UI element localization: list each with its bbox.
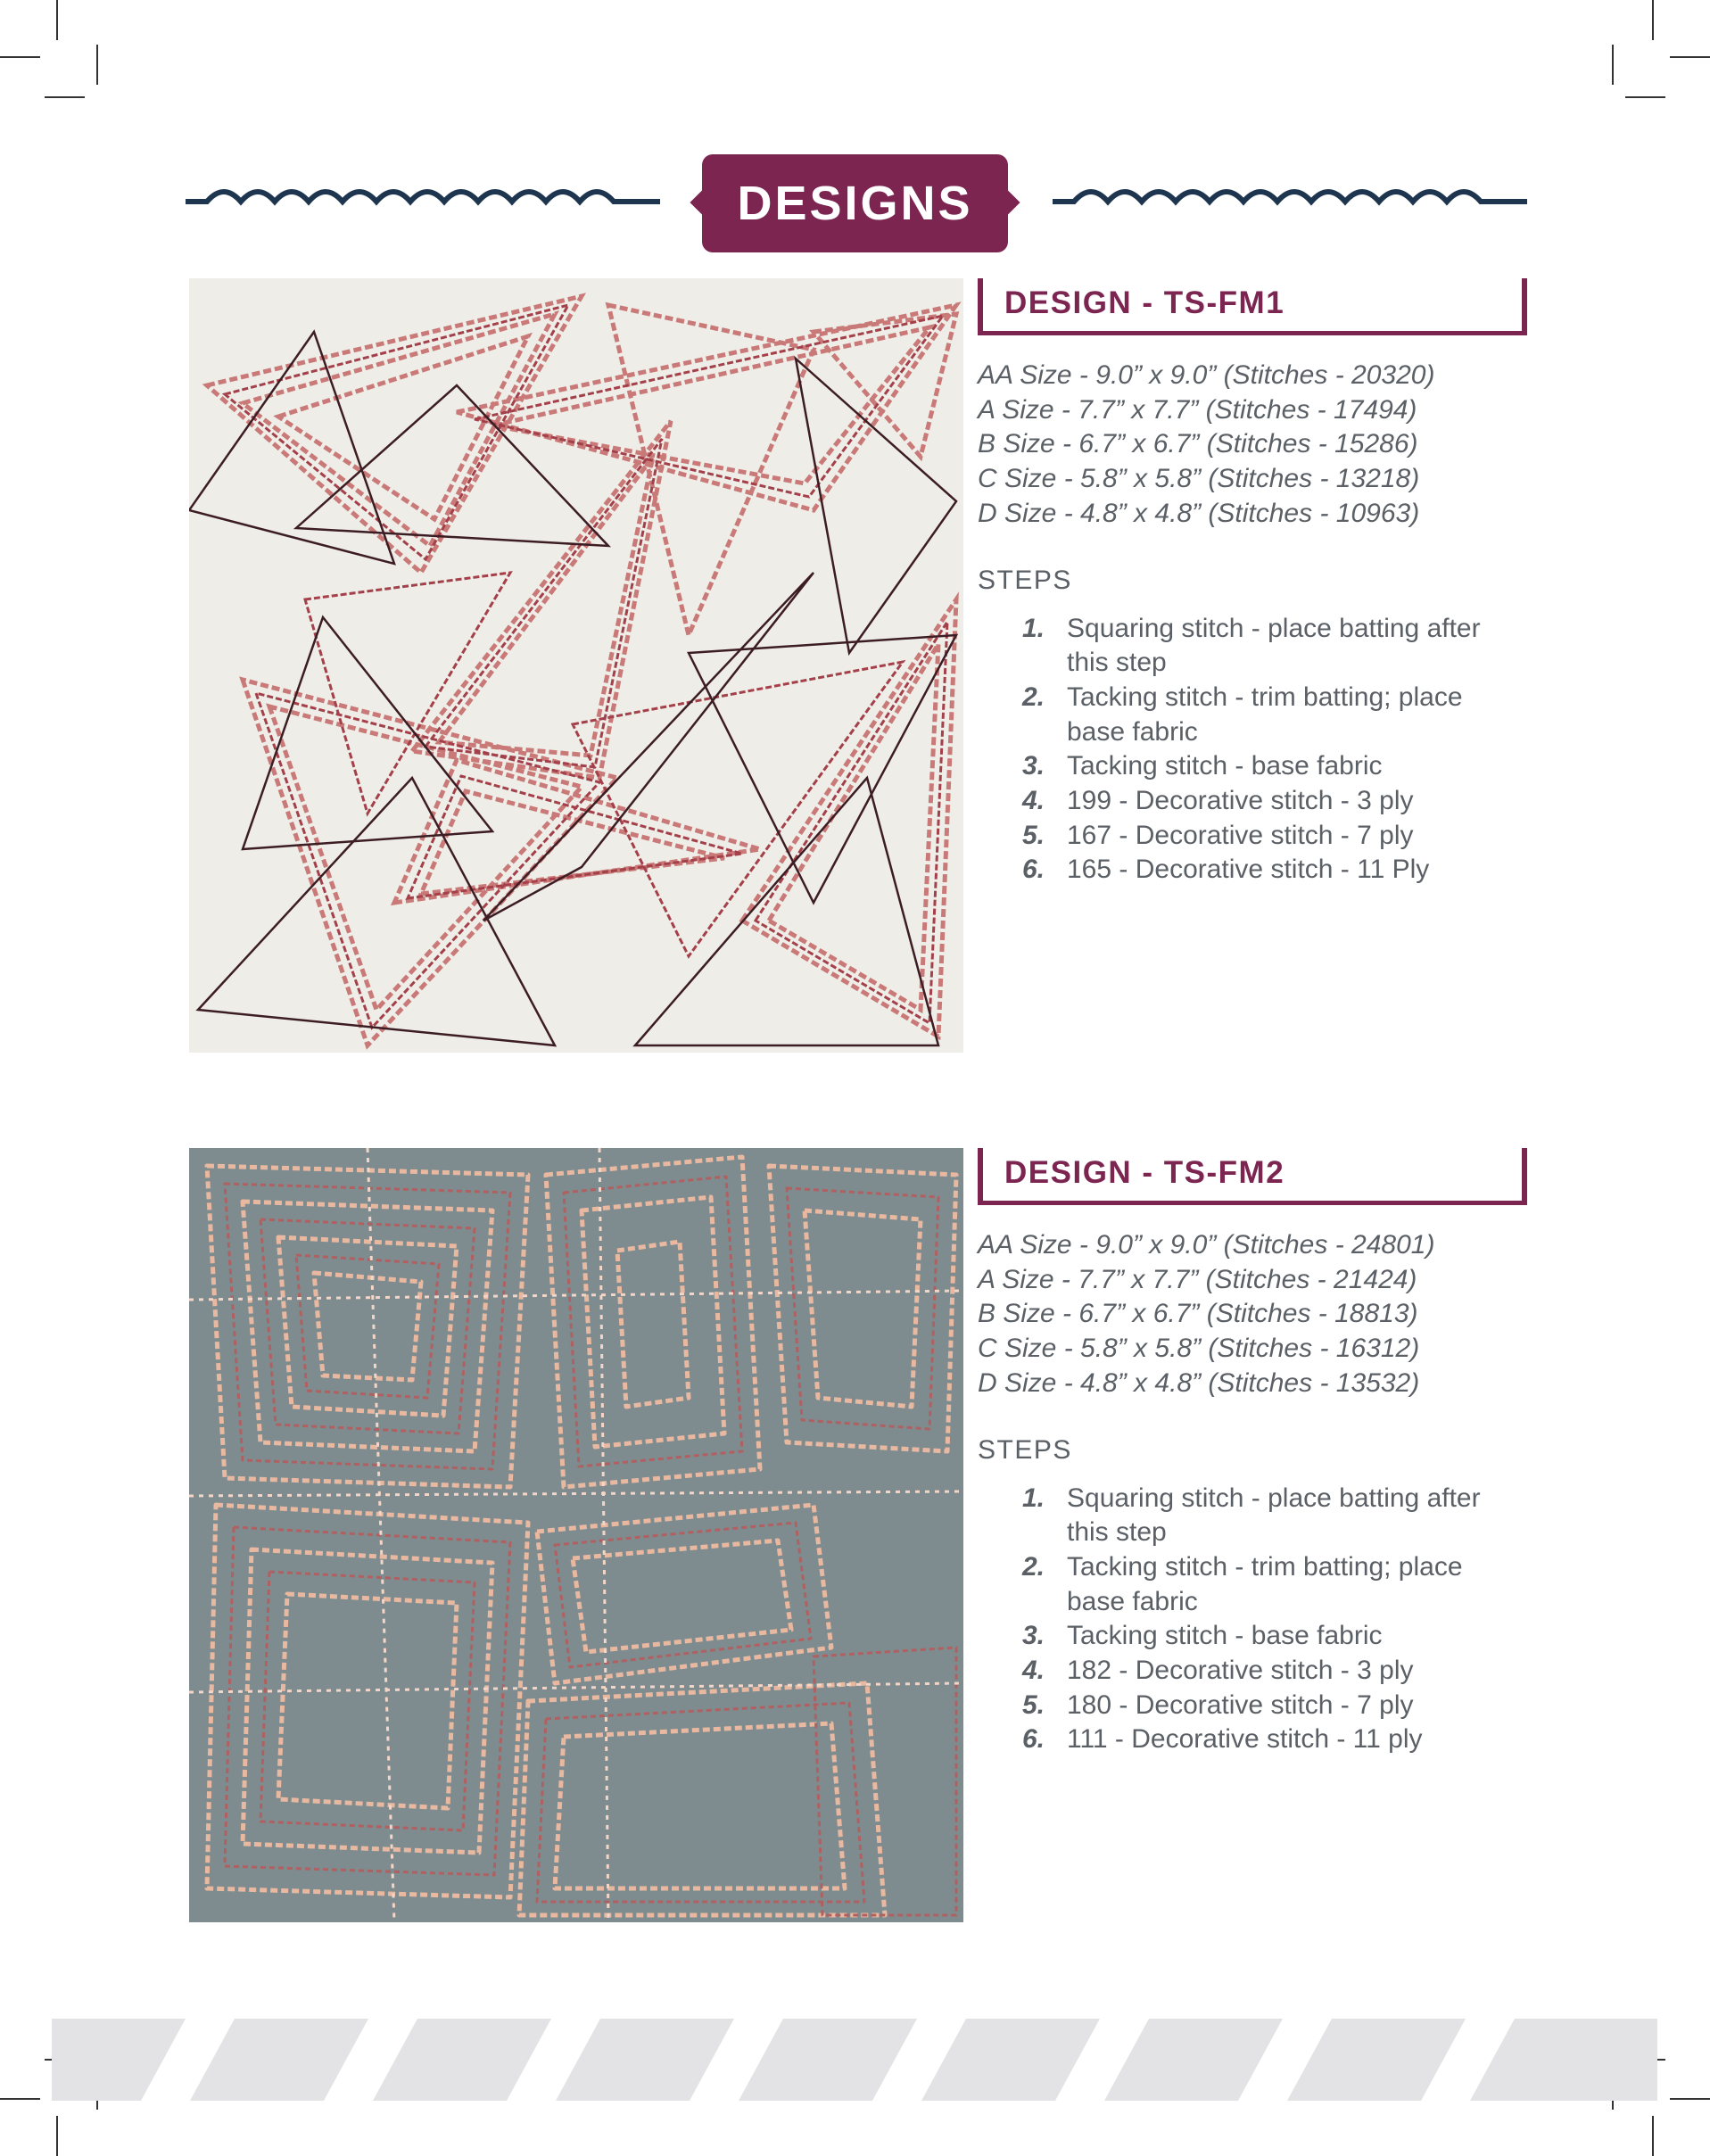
stripe-pattern [52,2019,1657,2101]
step-text: 180 - Decorative stitch - 7 ply [1067,1689,1414,1720]
step-item [1022,1619,1522,1654]
step-item [1022,1482,1522,1550]
page-title: DESIGNS [737,177,973,230]
step-text: 182 - Decorative stitch - 3 ply [1067,1656,1414,1686]
design-title: DESIGN - TS-FM2 [1004,1155,1285,1190]
step-number: 3. [1022,751,1045,781]
design-panel-ts-fm1 [978,278,1522,888]
steps-list [1022,612,1522,888]
crop-mark [1612,45,1614,85]
step-text: Tacking stitch - base fabric [1067,751,1383,781]
step-number: 1. [1022,613,1045,643]
crop-mark [45,96,85,98]
steps-heading: STEPS [978,1434,1072,1465]
step-text: 165 - Decorative stitch - 11 Ply [1067,855,1430,885]
crop-mark [1670,56,1710,58]
step-item [1022,1550,1522,1619]
step-text: Tacking stitch - trim batting; place base fabric [1067,1551,1463,1616]
step-item [1022,1722,1522,1757]
step-number: 5. [1022,820,1045,850]
size-line: A Size - 7.7” x 7.7” (Stitches - 17494) [978,394,1417,425]
size-line: A Size - 7.7” x 7.7” (Stitches - 21424) [978,1264,1417,1294]
crop-mark [0,56,40,58]
step-item [1022,853,1522,888]
size-list [978,1228,1522,1401]
step-item [1022,1654,1522,1689]
design-photo-ts-fm1 [189,278,963,1053]
decorative-stripe-band [52,2019,1657,2101]
design-heading [978,1148,1522,1205]
step-number: 2. [1022,1551,1045,1582]
step-text: Tacking stitch - trim batting; place base fabric [1067,681,1463,747]
size-line: B Size - 6.7” x 6.7” (Stitches - 15286) [978,429,1418,459]
step-number: 4. [1022,1656,1045,1686]
crop-mark [1625,96,1665,98]
wave-divider-left [186,178,660,214]
step-number: 3. [1022,1621,1045,1651]
step-number: 6. [1022,1724,1045,1755]
step-text: 199 - Decorative stitch - 3 ply [1067,786,1414,816]
step-item [1022,784,1522,819]
step-text: Squaring stitch - place batting after this step [1067,613,1481,678]
step-text: Tacking stitch - base fabric [1067,1621,1383,1651]
step-item [1022,749,1522,784]
steps-heading: STEPS [978,565,1072,595]
step-number: 2. [1022,681,1045,712]
step-item [1022,819,1522,854]
step-text: 167 - Decorative stitch - 7 ply [1067,820,1414,850]
crop-mark [56,2116,58,2156]
size-line: C Size - 5.8” x 5.8” (Stitches - 16312) [978,1334,1420,1364]
step-item [1022,1689,1522,1723]
crop-mark [0,2098,40,2100]
steps-list [1022,1482,1522,1758]
size-list [978,359,1522,532]
design-panel-ts-fm2 [978,1148,1522,1757]
crop-mark [56,0,58,40]
step-number: 4. [1022,786,1045,816]
design-photo-ts-fm2 [189,1148,963,1922]
size-line: C Size - 5.8” x 5.8” (Stitches - 13218) [978,464,1420,494]
design-title: DESIGN - TS-FM1 [1004,285,1285,320]
crop-mark [1652,0,1654,40]
crop-mark [1652,2116,1654,2156]
page-title-banner [702,154,1008,252]
crop-mark [96,45,98,85]
crop-mark [1670,2098,1710,2100]
step-number: 1. [1022,1483,1045,1513]
step-number: 5. [1022,1689,1045,1720]
step-text: 111 - Decorative stitch - 11 ply [1067,1724,1423,1755]
wave-divider-right [1053,178,1527,214]
size-line: D Size - 4.8” x 4.8” (Stitches - 10963) [978,498,1420,528]
step-item [1022,612,1522,681]
size-line: D Size - 4.8” x 4.8” (Stitches - 13532) [978,1367,1420,1398]
size-line: AA Size - 9.0” x 9.0” (Stitches - 24801) [978,1230,1435,1260]
size-line: AA Size - 9.0” x 9.0” (Stitches - 20320) [978,360,1435,390]
step-number: 6. [1022,855,1045,885]
design-heading [978,278,1522,335]
step-text: Squaring stitch - place batting after this step [1067,1483,1481,1548]
size-line: B Size - 6.7” x 6.7” (Stitches - 18813) [978,1299,1418,1329]
step-item [1022,681,1522,749]
